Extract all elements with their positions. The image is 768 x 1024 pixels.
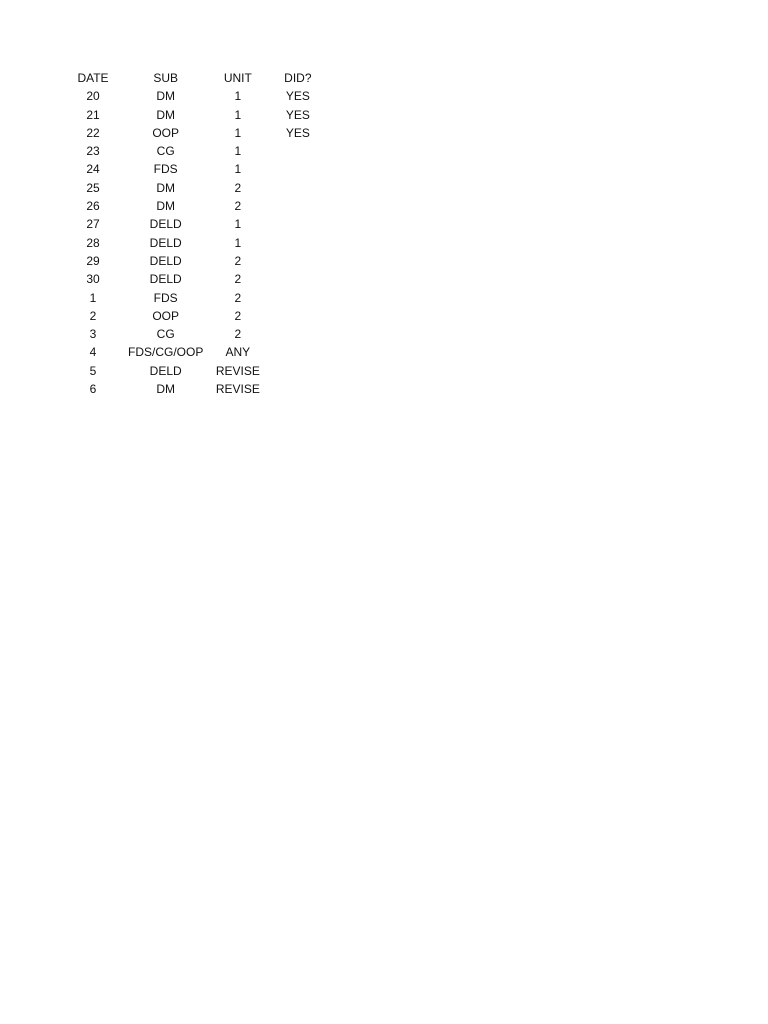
cell-unit: REVISE	[215, 363, 260, 378]
cell-did	[272, 380, 323, 398]
cell-sub: DM	[156, 107, 175, 122]
cell-unit: 2	[234, 327, 242, 342]
cell-date: 21	[86, 107, 100, 122]
cell-did	[272, 215, 323, 233]
table-row	[58, 215, 323, 233]
cell-date: 22	[86, 125, 100, 140]
cell-date: 3	[89, 327, 97, 342]
header-sub: SUB	[153, 71, 179, 85]
cell-unit: 1	[234, 217, 242, 232]
table-row	[58, 270, 323, 288]
cell-date: 29	[86, 253, 100, 268]
table-row	[58, 343, 323, 361]
cell-sub: FDS	[153, 290, 178, 305]
cell-date: 28	[86, 235, 100, 250]
cell-unit: ANY	[225, 345, 251, 360]
cell-sub: DELD	[149, 363, 182, 378]
table-row	[58, 160, 323, 178]
table-header	[58, 69, 323, 87]
cell-date: 26	[86, 199, 100, 214]
cell-did	[272, 307, 323, 325]
cell-did	[272, 197, 323, 215]
cell-date: 4	[89, 345, 97, 360]
cell-date: 5	[89, 363, 97, 378]
cell-unit: 2	[234, 308, 242, 323]
cell-did	[272, 179, 323, 197]
cell-sub: OOP	[152, 125, 179, 140]
table-row	[58, 289, 323, 307]
cell-unit: 1	[234, 107, 242, 122]
cell-unit: 2	[234, 180, 242, 195]
cell-sub: DM	[156, 382, 175, 397]
cell-sub: DELD	[149, 272, 182, 287]
cell-date: 24	[86, 162, 100, 177]
cell-did	[272, 270, 323, 288]
cell-sub: CG	[156, 144, 175, 159]
cell-date: 27	[86, 217, 100, 232]
cell-did	[272, 142, 323, 160]
table-row	[58, 252, 323, 270]
cell-did	[272, 252, 323, 270]
cell-date: 6	[89, 382, 97, 397]
table-row	[58, 142, 323, 160]
table-row	[58, 179, 323, 197]
cell-date: 25	[86, 180, 100, 195]
cell-sub: OOP	[152, 308, 179, 323]
cell-sub: CG	[156, 327, 175, 342]
cell-unit: 1	[234, 144, 242, 159]
cell-did: YES	[285, 125, 310, 140]
header-unit: UNIT	[223, 71, 252, 85]
cell-unit: 2	[234, 253, 242, 268]
cell-sub: DM	[156, 89, 175, 104]
cell-unit: 2	[234, 199, 242, 214]
study-schedule-table	[58, 69, 323, 398]
cell-date: 1	[89, 290, 97, 305]
cell-did	[272, 343, 323, 361]
table-row	[58, 124, 323, 142]
cell-date: 23	[86, 144, 100, 159]
cell-date: 30	[86, 272, 100, 287]
cell-did	[272, 289, 323, 307]
cell-sub: DM	[156, 199, 175, 214]
table-row	[58, 197, 323, 215]
header-did: DID?	[284, 71, 312, 85]
cell-date: 2	[89, 308, 97, 323]
cell-sub: FDS	[153, 162, 178, 177]
cell-unit: REVISE	[215, 382, 260, 397]
cell-did	[272, 325, 323, 343]
table-row	[58, 307, 323, 325]
table-row	[58, 234, 323, 252]
cell-sub: DM	[156, 180, 175, 195]
header-row	[58, 69, 323, 87]
cell-unit: 1	[234, 235, 242, 250]
cell-did: YES	[285, 107, 310, 122]
cell-sub: DELD	[149, 217, 182, 232]
table-body	[58, 87, 323, 398]
cell-did: YES	[285, 89, 310, 104]
cell-date: 20	[86, 89, 100, 104]
cell-unit: 2	[234, 272, 242, 287]
cell-did	[272, 160, 323, 178]
cell-did	[272, 362, 323, 380]
table-row	[58, 87, 323, 105]
cell-sub: DELD	[149, 235, 182, 250]
table-row	[58, 325, 323, 343]
cell-unit: 2	[234, 290, 242, 305]
header-date: DATE	[77, 71, 109, 85]
table-row	[58, 362, 323, 380]
cell-sub: FDS/CG/OOP	[128, 345, 204, 360]
cell-sub: DELD	[149, 253, 182, 268]
table-row	[58, 380, 323, 398]
cell-unit: 1	[234, 162, 242, 177]
cell-did	[272, 234, 323, 252]
cell-unit: 1	[234, 125, 242, 140]
cell-unit: 1	[234, 89, 242, 104]
table-row	[58, 106, 323, 124]
